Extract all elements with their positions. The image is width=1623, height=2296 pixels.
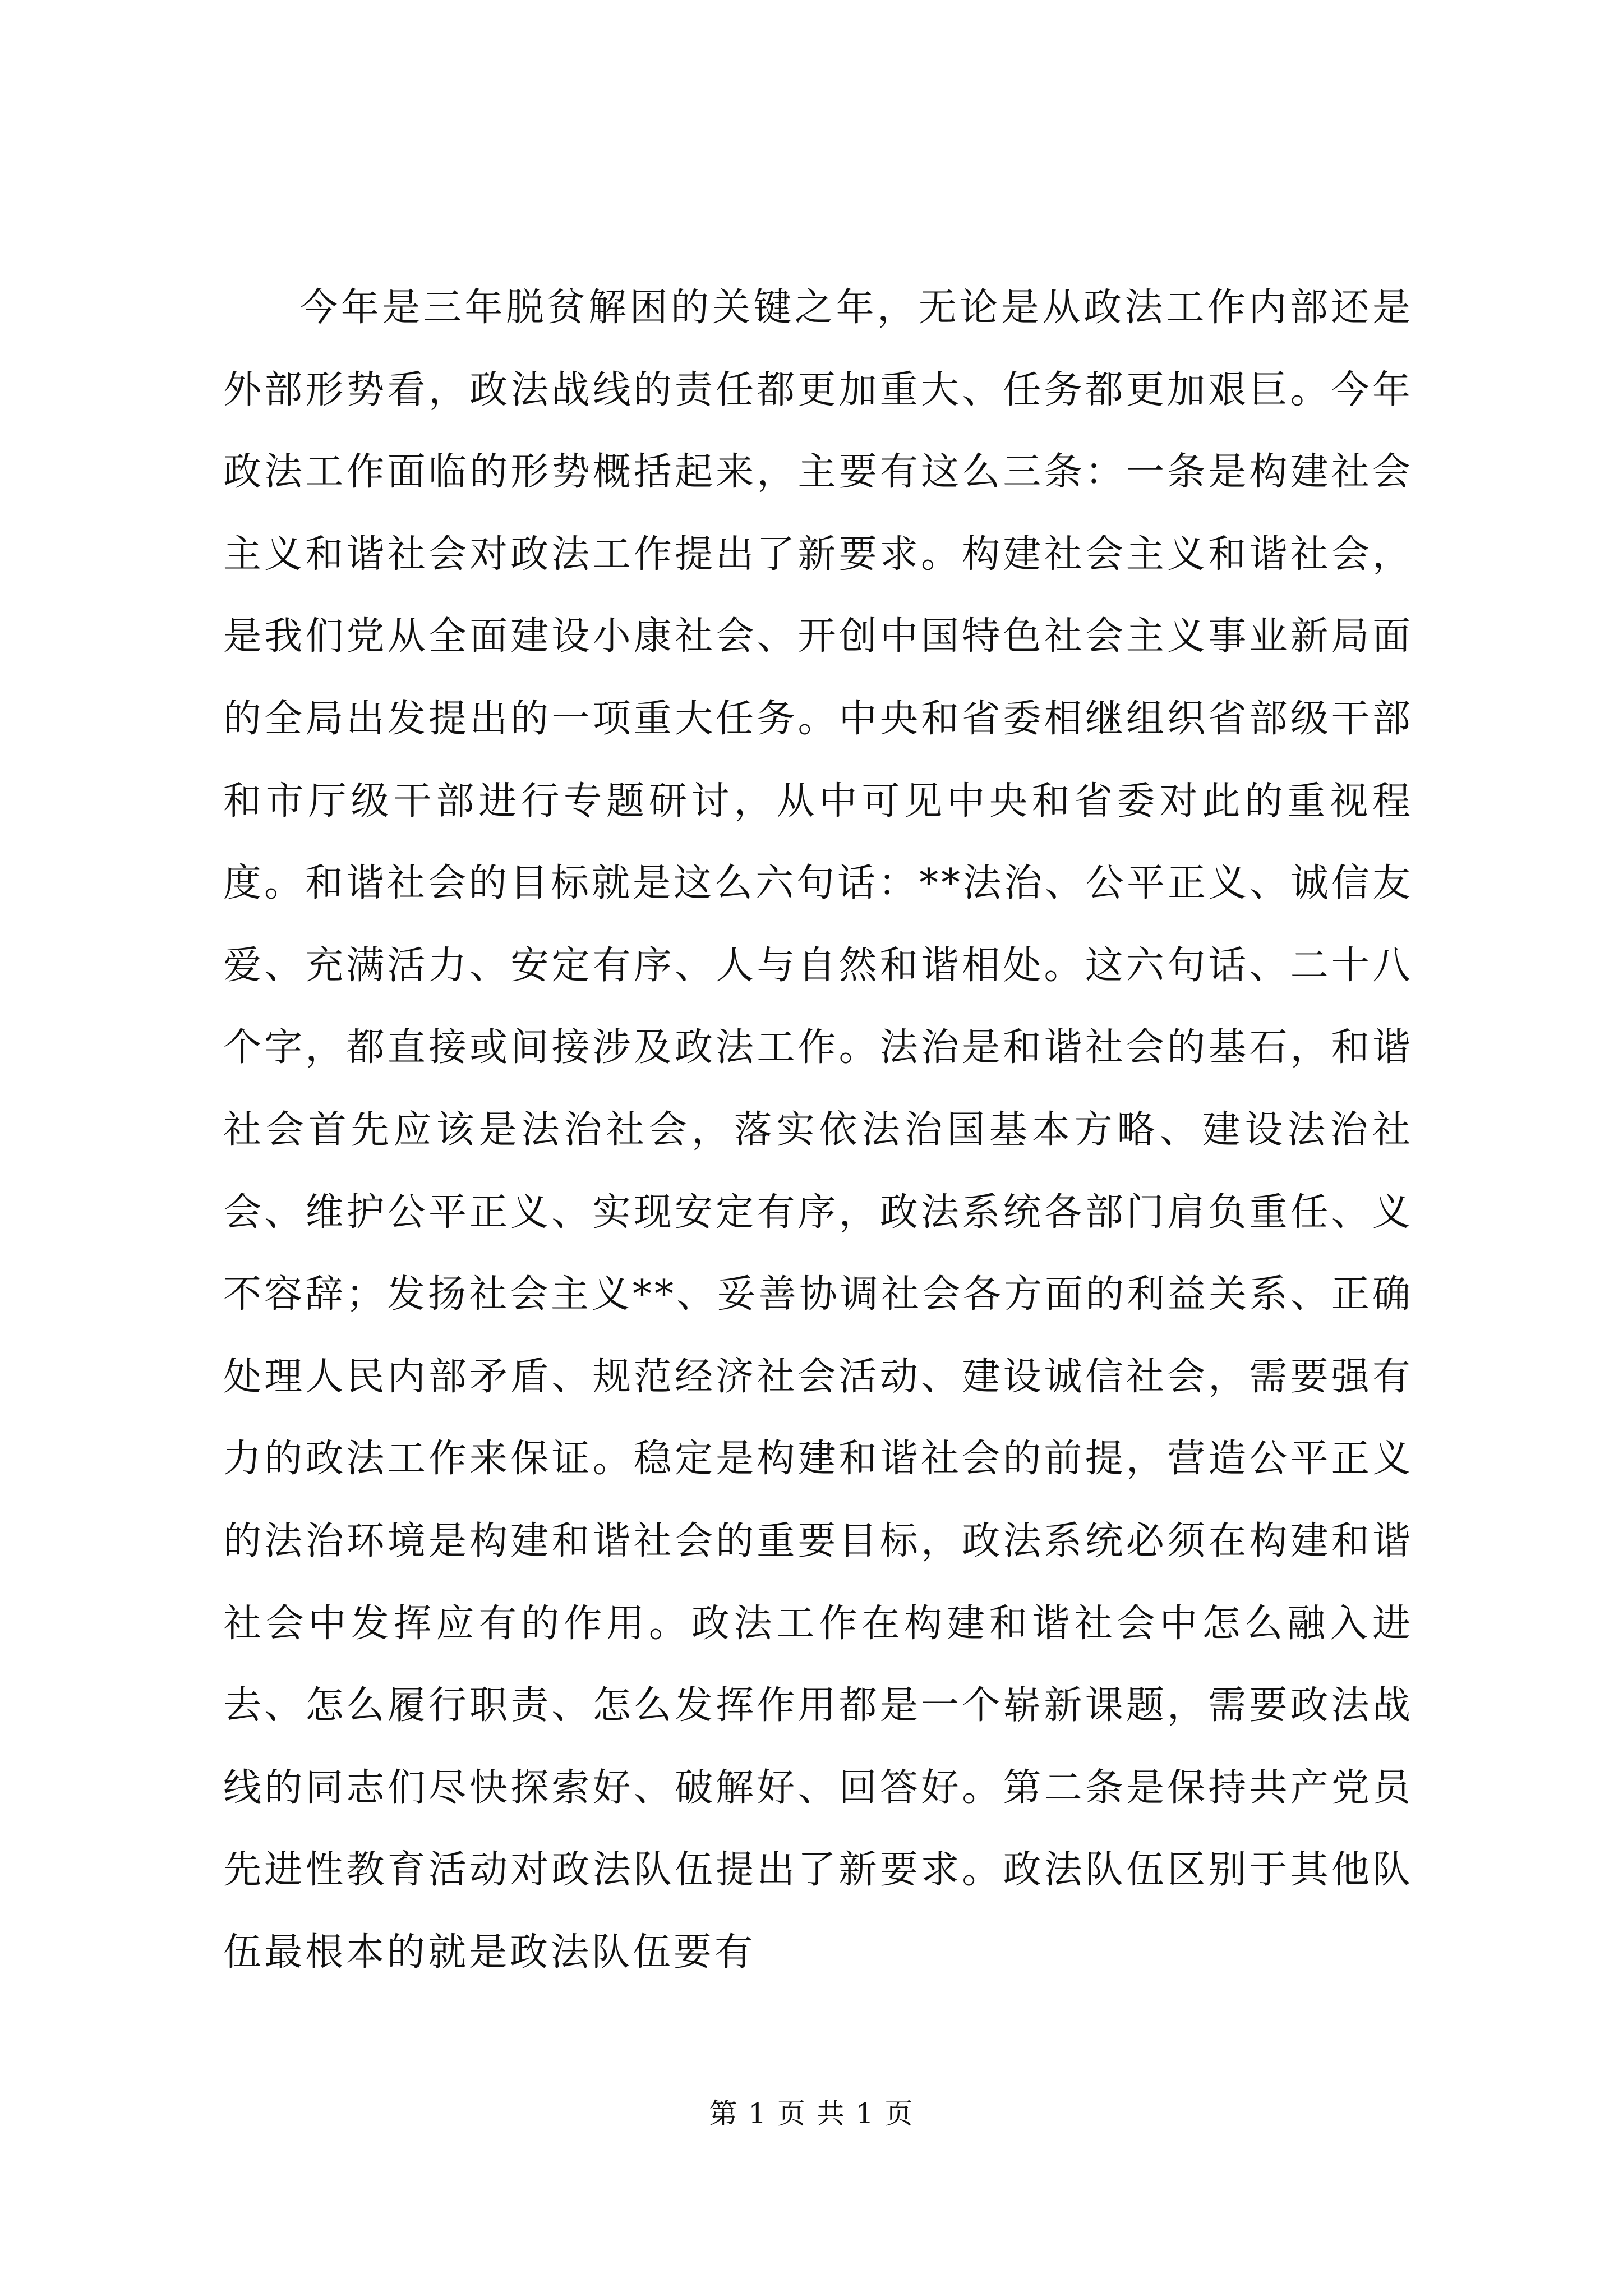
body-paragraph: 今年是三年脱贫解困的关键之年，无论是从政法工作内部还是外部形势看，政法战线的责任都更加重大、任务都更加艰巨。今年政法工作面临的形势概括起来，主要有这么三条：一条是构建社会主义和谐社会对政法工作提出了新要求。构建社会主义和谐社会，是我们党从全面建设小康社会、开创中国特色社会主义事业新局面的全局出发提出的一项重大任务。中央和省委相继组织省部级干部和市厅级干部进行专题研讨，从中可见中央和省委对此的重视程度。和谐社会的目标就是这么六句话：**法治、公平正义、诚信友爱、充满活力、安定有序、人与自然和谐相处。这六句话、二十八个字，都直接或间接涉及政法工作。法治是和谐社会的基石，和谐社会首先应该是法治社会，落实依法治国基本方略、建设法治社会、维护公平正义、实现安定有序，政法系统各部门肩负重任、义不容辞；发扬社会主义**、妥善协调社会各方面的利益关系、正确处理人民内部矛盾、规范经济社会活动、建设诚信社会，需要强有力的政法工作来保证。稳定是构建和谐社会的前提，营造公平正义的法治环境是构建和谐社会的重要目标，政法系统必须在构建和谐社会中发挥应有的作用。政法工作在构建和谐社会中怎么融入进去、怎么履行职责、怎么发挥作用都是一个崭新课题，需要政法战线的同志们尽快探索好、破解好、回答好。第二条是保持共产党员先进性教育活动对政法队伍提出了新要求。政法队伍区别于其他队伍最根本的就是政法队伍要有 [223,286,1414,1975]
page-footer: 第 1 页 共 1 页 [709,2097,914,2130]
